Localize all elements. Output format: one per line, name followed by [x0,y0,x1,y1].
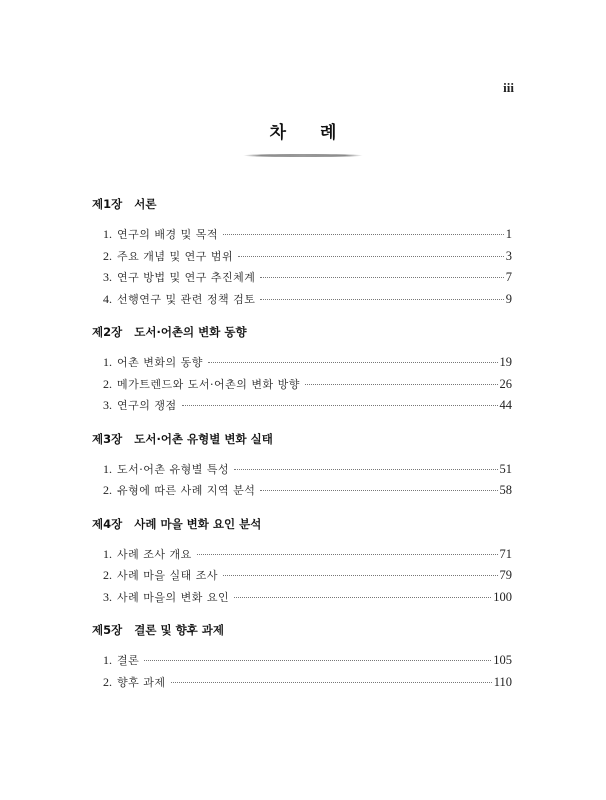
entry-label: 사례 마을 실태 조사 [117,569,218,582]
toc-entry[interactable] [92,459,512,481]
entry-page: 105 [493,653,512,667]
dot-leader [234,597,491,598]
entry-index: 1. [103,546,112,561]
entry-page: 1 [505,227,512,241]
chapter-3 [92,429,512,502]
entry-label: 도서·어촌 유형별 특성 [117,462,230,476]
entry-index: 2. [103,568,112,582]
page-number: iii [503,80,514,95]
entry-page: 3 [505,248,512,263]
toc-entry[interactable] [92,650,512,672]
title-part-2: 례 [320,123,337,143]
entry-page: 71 [499,546,512,561]
entry-label: 연구의 쟁점 [117,399,177,412]
dot-leader [182,405,498,406]
entry-label: 주요 개념 및 연구 범위 [117,249,234,263]
chapter-heading[interactable] [92,620,512,640]
chapter-heading[interactable] [92,194,512,214]
entry-index: 2. [103,674,112,689]
entry-label: 사례 조사 개요 [117,547,192,561]
entry-page: 58 [499,483,512,497]
chapter-heading[interactable] [92,429,512,449]
chapter-title: 도서·어촌 유형별 변화 실태 [134,431,273,446]
chapter-number: 제1장 [92,197,123,211]
chapter-2 [92,322,512,417]
dot-leader [144,660,491,661]
entry-index: 1. [103,653,112,667]
entry-page: 19 [499,355,512,369]
dot-leader [305,384,498,385]
entry-label: 결론 [117,654,140,667]
entry-label: 유형에 따른 사례 지역 분석 [117,484,256,497]
chapter-title: 사례 마을 변화 요인 분석 [134,516,262,531]
toc-entry[interactable] [92,352,512,374]
dot-leader [208,362,498,363]
toc-entry[interactable] [92,289,512,311]
toc-entry[interactable] [92,395,512,417]
entry-page: 110 [493,674,512,689]
chapter-heading[interactable] [92,514,512,534]
dot-leader [223,575,498,576]
entry-page: 79 [499,568,512,582]
dot-leader [234,469,497,470]
chapter-number: 제4장 [92,516,123,531]
entry-label: 향후 과제 [117,675,166,689]
chapter-5 [92,620,512,693]
dot-leader [171,682,492,683]
entry-label: 연구 방법 및 연구 추진체계 [117,271,256,284]
chapter-number: 제3장 [92,431,123,446]
chapter-number: 제5장 [92,623,123,637]
title-divider [243,154,363,157]
entry-label: 선행연구 및 관련 정책 검토 [117,292,256,306]
entry-page: 44 [499,398,512,412]
toc-entry[interactable] [92,246,512,268]
chapter-1 [92,194,512,310]
entry-index: 2. [103,248,112,263]
toc-entry[interactable] [92,374,512,396]
table-of-contents [92,194,512,705]
entry-index: 1. [103,461,112,476]
dot-leader [260,299,503,300]
entry-page: 26 [499,376,512,391]
toc-entry[interactable] [92,587,512,609]
chapter-title: 결론 및 향후 과제 [134,623,225,637]
entry-page: 100 [493,589,512,604]
toc-entry[interactable] [92,267,512,289]
dot-leader [197,554,498,555]
entry-page: 7 [505,270,512,284]
entry-page: 9 [505,291,512,306]
chapter-number: 제2장 [92,325,123,339]
dot-leader [223,234,504,235]
chapter-title: 도서·어촌의 변화 동향 [134,325,247,339]
entry-label: 사례 마을의 변화 요인 [117,590,230,604]
entry-index: 4. [103,291,112,306]
chapter-title: 서론 [134,197,157,211]
toc-entry[interactable] [92,672,512,694]
chapter-4 [92,514,512,609]
entry-index: 2. [103,376,112,391]
chapter-heading[interactable] [92,322,512,342]
entry-label: 어촌 변화의 동향 [117,356,203,369]
dot-leader [260,277,503,278]
entry-index: 1. [103,355,112,369]
entry-label: 메가트렌드와 도서·어촌의 변화 방향 [117,377,300,391]
page-title [0,118,606,143]
entry-label: 연구의 배경 및 목적 [117,228,218,241]
entry-page: 51 [499,461,512,476]
entry-index: 3. [103,398,112,412]
toc-entry[interactable] [92,224,512,246]
entry-index: 3. [103,589,112,604]
dot-leader [238,256,504,257]
dot-leader [260,490,497,491]
toc-entry[interactable] [92,565,512,587]
entry-index: 1. [103,227,112,241]
entry-index: 2. [103,483,112,497]
toc-entry[interactable] [92,480,512,502]
entry-index: 3. [103,270,112,284]
toc-entry[interactable] [92,544,512,566]
title-part-1: 차 [269,123,286,143]
